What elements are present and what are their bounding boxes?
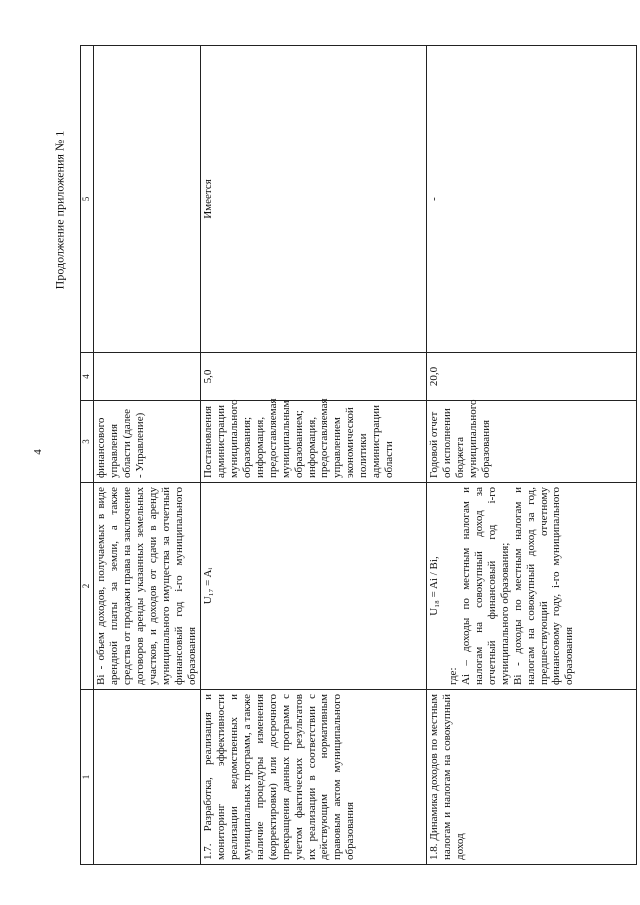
- row1-weight: 5,0: [200, 353, 426, 401]
- row2-source: Годовой отчет об исполнении бюджета муниципального образования: [426, 401, 636, 483]
- table-row: [200, 46, 426, 865]
- row2-where: где:: [446, 667, 459, 685]
- appendix-title: Продолжение приложения № 1: [52, 130, 67, 290]
- row2-indicator: 1.8. Динамика доходов по местным налогам и налогам на совокупный доход: [426, 690, 636, 865]
- header-col-5: 5: [81, 46, 94, 353]
- row0-status: [94, 46, 201, 353]
- table-row: [94, 46, 201, 865]
- header-col-3: 3: [81, 401, 94, 483]
- row1-source: Постановления администрации муниципального образования; информация, предоставляемая муниципальным образованием; информация, предоставляемая управлением экономической политики администрации области: [200, 401, 426, 483]
- row2-status: -: [426, 46, 636, 353]
- table-row: [426, 46, 636, 865]
- header-col-4: 4: [81, 353, 94, 401]
- row1-formula: U₁₇ = Aᵢ: [201, 567, 214, 605]
- row2-weight: 20,0: [426, 353, 636, 401]
- page-number: 4: [32, 449, 44, 455]
- header-col-2: 2: [81, 483, 94, 690]
- row0-formula-desc: Bi - объем доходов, получаемых в виде арендной платы за земли, а также средства от продажи права на заключение договоров аренды указанных земельных участков, и доходов от сдачи в аренду муниципального имущества за отчетный финансовый год i-го муниципального образования: [94, 483, 201, 690]
- header-col-1: 1: [81, 690, 94, 865]
- row1-formula-cell: [200, 483, 426, 690]
- row2-ai-def: Ai – доходы по местным налогам и налогам на совокупный доход за отчетный финансовый год i-го муниципального образования;: [459, 487, 511, 685]
- row0-source: финансового управления области (далее - Управление): [94, 401, 201, 483]
- rotated-table-container: [80, 45, 625, 865]
- row1-indicator: 1.7. Разработка, реализация и мониторинг эффективности реализации ведомственных и муниципальных программ, а также наличие процедуры изменения (корректировки) или досрочного прекращения данных программ с учетом фактических результатов их реализации в соответствии с действующим нормативным правовым актом муниципального образования: [200, 690, 426, 865]
- row1-status: Имеется: [200, 46, 426, 353]
- header-row: [81, 46, 94, 865]
- criteria-table: [80, 45, 637, 865]
- row2-formula: U₁₈ = Ai / Bi,: [427, 556, 440, 616]
- row0-weight: [94, 353, 201, 401]
- row2-bi-def: Bi - доходы по местным налогам и налогам на совокупный доход за год, предшествующий отчетному финансовому году, i-го муниципального образования: [511, 487, 576, 685]
- row0-indicator: [94, 690, 201, 865]
- row2-formula-cell: [426, 483, 636, 690]
